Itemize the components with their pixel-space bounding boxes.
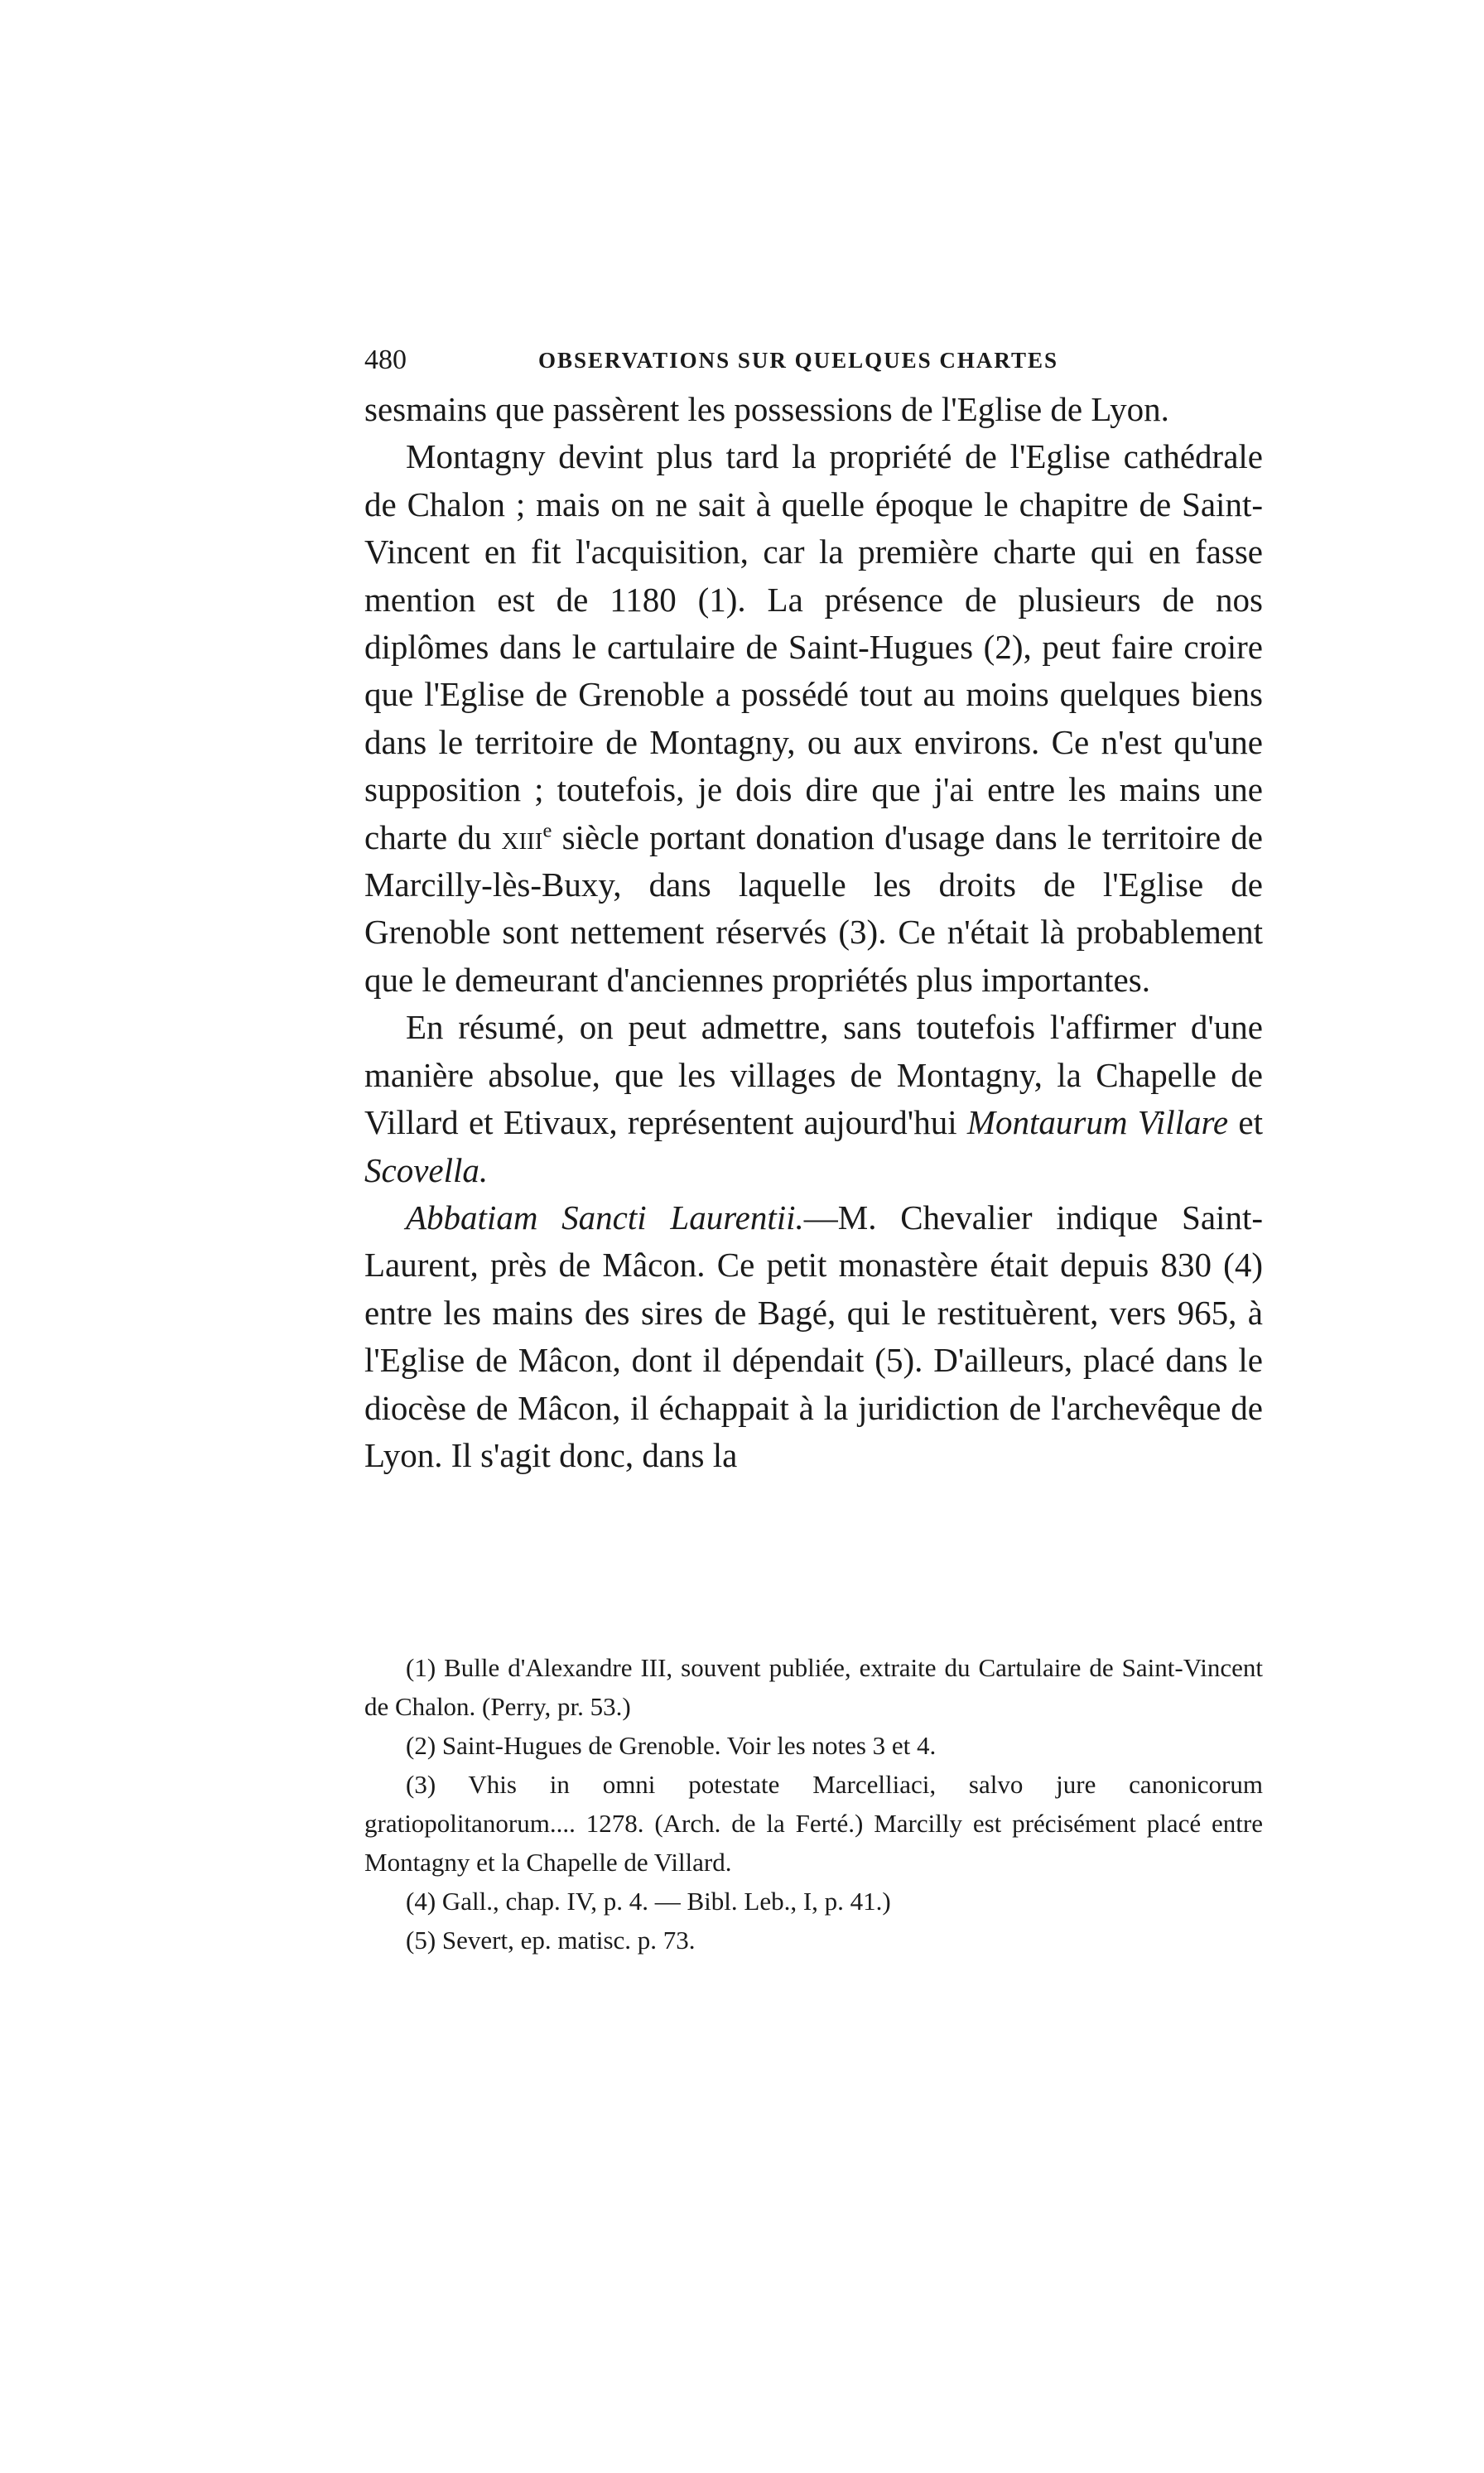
latin-term: Montaurum Villare [966, 1103, 1229, 1142]
paragraph-text: Montagny devint plus tard la propriété de l'Eglise cathédrale de Chalon ; mais on ne sait à quelle époque le chapitre de Saint-Vincent en fit l'acquisition, car la première charte qui en fasse mention est de 1180 (1). La présence de plusieurs de nos diplômes dans le cartulaire de Saint-Hugues (2), peut faire croire que l'Eglise de Grenoble a possédé tout au moins quelques biens dans le territoire de Montagny, ou aux environs. Ce n'est qu'une supposition ; toutefois, je dois dire que j'ai entre les mains une charte du [364, 437, 1263, 856]
paragraph-montagny [364, 433, 1263, 1004]
century-numeral: xiii [501, 817, 543, 856]
paragraph-resume [364, 1004, 1263, 1194]
footnote-1: (1) Bulle d'Alexandre III, souvent publiée, extraite du Cartulaire de Saint-Vincent de Chalon. (Perry, pr. 53.) [364, 1653, 1263, 1721]
footnote-3: (3) Vhis in omni potestate Marcelliaci, salvo jure canonicorum gratiopolitanorum.... 1278. (Arch. de la Ferté.) Marcilly est précisément placé entre Montagny et la Chapelle de Villard. [364, 1770, 1263, 1877]
century-suffix: e [542, 819, 552, 841]
page-header [364, 340, 1267, 381]
latin-term: Scovella. [364, 1150, 489, 1189]
footnotes [364, 1648, 1263, 1960]
footnote-2: (2) Saint-Hugues de Grenoble. Voir les notes 3 et 4. [406, 1731, 937, 1760]
page-number: 480 [364, 345, 407, 375]
paragraph-text: —M. Chevalier indique Saint-Laurent, près de Mâcon. Ce petit monastère était depuis 830 (4) entre les mains des sires de Bagé, qui le restituèrent, vers 965, à l'Eglise de Mâcon, dont il dépendait (5). D'ailleurs, placé dans le diocèse de Mâcon, il échappait à la juridiction de l'archevêque de Lyon. Il s'agit donc, dans la [364, 1198, 1263, 1474]
paragraph-text: et [1228, 1103, 1263, 1142]
paragraph-text: En résumé, on peut admettre, sans toutefois l'affirmer d'une manière absolue, que les villages de Montagny, la Chapelle de Villard et Etivaux, représentent aujourd'hui [364, 1008, 1263, 1142]
footnote-4: (4) Gall., chap. IV, p. 4. — Bibl. Leb., I, p. 41.) [406, 1887, 891, 1916]
running-head: OBSERVATIONS SUR QUELQUES CHARTES [538, 348, 1059, 373]
latin-heading: Abbatiam Sancti Laurentii. [406, 1198, 804, 1236]
paragraph-text: siècle portant donation d'usage dans le territoire de Marcilly-lès-Buxy, dans laquelle les droits de l'Eglise de Grenoble sont nettement réservés (3). Ce n'était là probablement que le demeurant d'anciennes propriétés plus importantes. [364, 817, 1264, 999]
footnote-5: (5) Severt, ep. matisc. p. 73. [406, 1926, 696, 1955]
paragraph-abbatiam [364, 1194, 1263, 1479]
paragraph-continuation [364, 386, 1263, 433]
main-text [364, 386, 1263, 1479]
paragraph-text: sesmains que passèrent les possessions de l'Eglise de Lyon. [364, 390, 1169, 428]
